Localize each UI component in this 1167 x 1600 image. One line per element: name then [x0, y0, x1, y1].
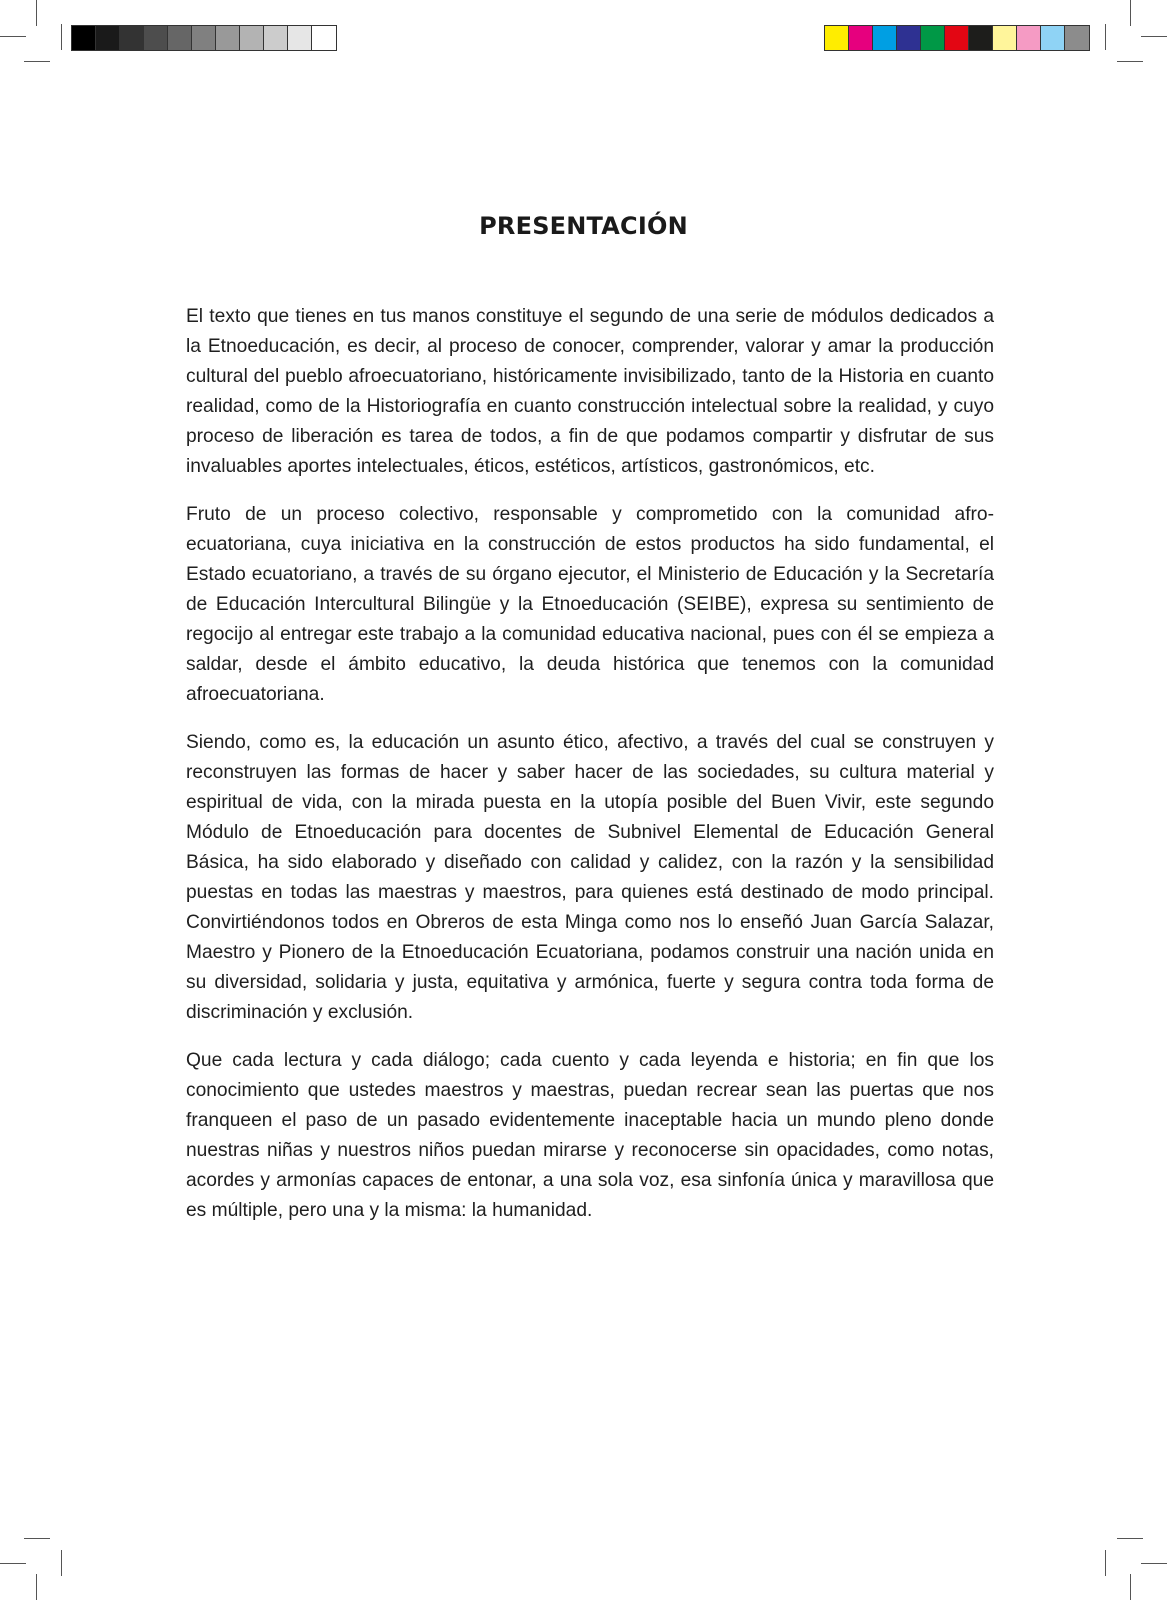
color-swatch: [312, 26, 336, 50]
grayscale-color-bar: [71, 25, 337, 51]
color-swatch: [96, 26, 120, 50]
crop-mark: [1141, 36, 1167, 37]
color-swatch: [72, 26, 96, 50]
crop-mark: [0, 36, 26, 37]
color-swatch: [288, 26, 312, 50]
color-swatch: [168, 26, 192, 50]
crop-mark: [1105, 1550, 1106, 1576]
color-swatch: [825, 26, 849, 50]
color-swatch: [216, 26, 240, 50]
color-swatch: [1041, 26, 1065, 50]
crop-mark: [1117, 61, 1143, 62]
crop-mark: [61, 24, 62, 50]
color-swatch: [1017, 26, 1041, 50]
color-swatch: [969, 26, 993, 50]
paragraph: Fruto de un proceso colectivo, responsable y comprometido con la comunidad afroecuatoriana, cuya iniciativa en la construcción de estos productos ha sido fundamental, el Estado ecuatoriano, a través de su órgano ejecutor, el Ministerio de Educación y la Secretaría de Educación Intercultural Bilingüe y la Etnoeducación (SEIBE), expresa su sentimiento de regocijo al entregar este trabajo a la comunidad educativa nacional, pues con él se empieza a saldar, desde el ámbito educativo, la deuda histórica que tenemos con la comunidad afroecuatoriana.: [186, 504, 994, 705]
crop-mark: [0, 1563, 26, 1564]
color-swatch: [993, 26, 1017, 50]
crop-mark: [1141, 1563, 1167, 1564]
process-color-bar: [824, 25, 1090, 51]
crop-mark: [1130, 0, 1131, 26]
color-swatch: [240, 26, 264, 50]
paragraph: Que cada lectura y cada diálogo; cada cuento y cada leyenda e historia; en fin que los conocimiento que ustedes maestros y maestras, puedan recrear sean las puertas que nos franqueen el paso de un pasado evidentemente inaceptable hacia un mundo pleno donde nuestras niñas y nuestros niños puedan mirarse y reconocerse sin opacidades, como notas, acordes y armonías capaces de entonar, a una sola voz, esa sinfonía única y maravillosa que es múltiple, pero una y la misma: la humanidad.: [186, 1050, 994, 1221]
color-swatch: [873, 26, 897, 50]
page-title: PRESENTACIÓN: [479, 212, 688, 240]
crop-mark: [1117, 1538, 1143, 1539]
color-swatch: [192, 26, 216, 50]
color-swatch: [849, 26, 873, 50]
paragraph: El texto que tienes en tus manos constituye el segundo de una serie de módulos dedicados a la Etnoeducación, es decir, al proceso de conocer, comprender, valorar y amar la producción cultural del pueblo afroecuatoriano, históricamente invisibilizado, tanto de la Historia en cuanto realidad, como de la Historiografía en cuanto construcción intelectual sobre la realidad, y cuyo proceso de liberación es tarea de todos, a fin de que podamos compartir y disfrutar de sus invaluables aportes intelectuales, éticos, estéticos, artísticos, gastronómicos, etc.: [186, 306, 994, 477]
crop-mark: [36, 1574, 37, 1600]
color-swatch: [1065, 26, 1089, 50]
crop-mark: [24, 1538, 50, 1539]
crop-mark: [24, 61, 50, 62]
color-swatch: [144, 26, 168, 50]
crop-mark: [1105, 24, 1106, 50]
crop-mark: [1130, 1574, 1131, 1600]
color-swatch: [897, 26, 921, 50]
color-swatch: [921, 26, 945, 50]
color-swatch: [264, 26, 288, 50]
crop-mark: [61, 1550, 62, 1576]
body-text: [186, 302, 994, 1244]
crop-mark: [36, 0, 37, 26]
paragraph: Siendo, como es, la educación un asunto ético, afectivo, a través del cual se construyen y reconstruyen las formas de hacer y saber hacer de las sociedades, su cultura material y espiritual de vida, con la mirada puesta en la utopía posible del Buen Vivir, este segundo Módulo de Etnoeducación para docentes de Subnivel Elemental de Educación General Básica, ha sido elaborado y diseñado con calidad y calidez, con la razón y la sensibilidad puestas en todas las maestras y maestros, para quienes está destinado de modo principal. Convirtiéndonos todos en Obreros de esta Minga como nos lo enseñó Juan García Salazar, Maestro y Pionero de la Etnoeducación Ecuatoriana, podamos construir una nación unida en su diversidad, solidaria y justa, equitativa y armónica, fuerte y segura contra toda forma de discriminación y exclusión.: [186, 732, 994, 1023]
color-swatch: [945, 26, 969, 50]
color-swatch: [120, 26, 144, 50]
